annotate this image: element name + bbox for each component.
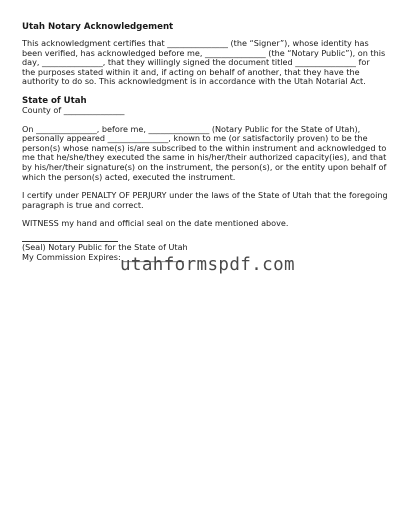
- perjury-line: paragraph is true and correct.: [22, 199, 144, 210]
- state-heading: State of Utah: [22, 95, 87, 106]
- body-line: personally appeared _______________, known to me (or satisfactorily proven) to be the: [22, 133, 368, 144]
- intro-line: day, _______________, that they willingly signed the document titled _______________ for: [22, 57, 370, 68]
- intro-line: the purposes stated within it and, if acting on behalf of another, that they have the: [22, 66, 360, 77]
- body-line: person(s) whose name(s) is/are subscribed to the within instrument and acknowledged to: [22, 142, 387, 153]
- intro-line: authority to do so. This acknowledgment is in accordance with the Utah Notarial Act.: [22, 76, 366, 87]
- body-line: me that he/she/they executed the same in his/her/their authorized capacity(ies), and that: [22, 152, 387, 163]
- document-title: Utah Notary Acknowledgement: [22, 22, 174, 32]
- seal-line: (Seal) Notary Public for the State of Utah: [22, 241, 188, 252]
- county-line: County of _______________: [22, 104, 125, 115]
- perjury-paragraph: [22, 191, 388, 210]
- body-line: which the person(s) acted, executed the instrument.: [22, 171, 236, 182]
- intro-line: This acknowledgment certifies that _______________ (the “Signer”), whose identity has: [22, 38, 369, 48]
- perjury-line: I certify under PENALTY OF PERJURY under the laws of the State of Utah that the foregoing: [22, 190, 388, 201]
- intro-line: been verified, has acknowledged before me, _______________ (the “Notary Public”), on this: [22, 47, 386, 58]
- acknowledgment-paragraph: [22, 125, 388, 183]
- witness-line: WITNESS my hand and official seal on the date mentioned above.: [22, 218, 289, 229]
- body-line: by his/her/their signature(s) on the instrument, the person(s), or the entity upon behalf of: [22, 161, 387, 172]
- body-line: On _______________, before me, _______________ (Notary Public for the State of Utah),: [22, 123, 361, 134]
- document-page: [22, 22, 388, 262]
- intro-paragraph: [22, 39, 388, 87]
- commission-line: My Commission Expires: _______________: [22, 251, 184, 262]
- watermark: utahformspdf.com: [120, 255, 295, 275]
